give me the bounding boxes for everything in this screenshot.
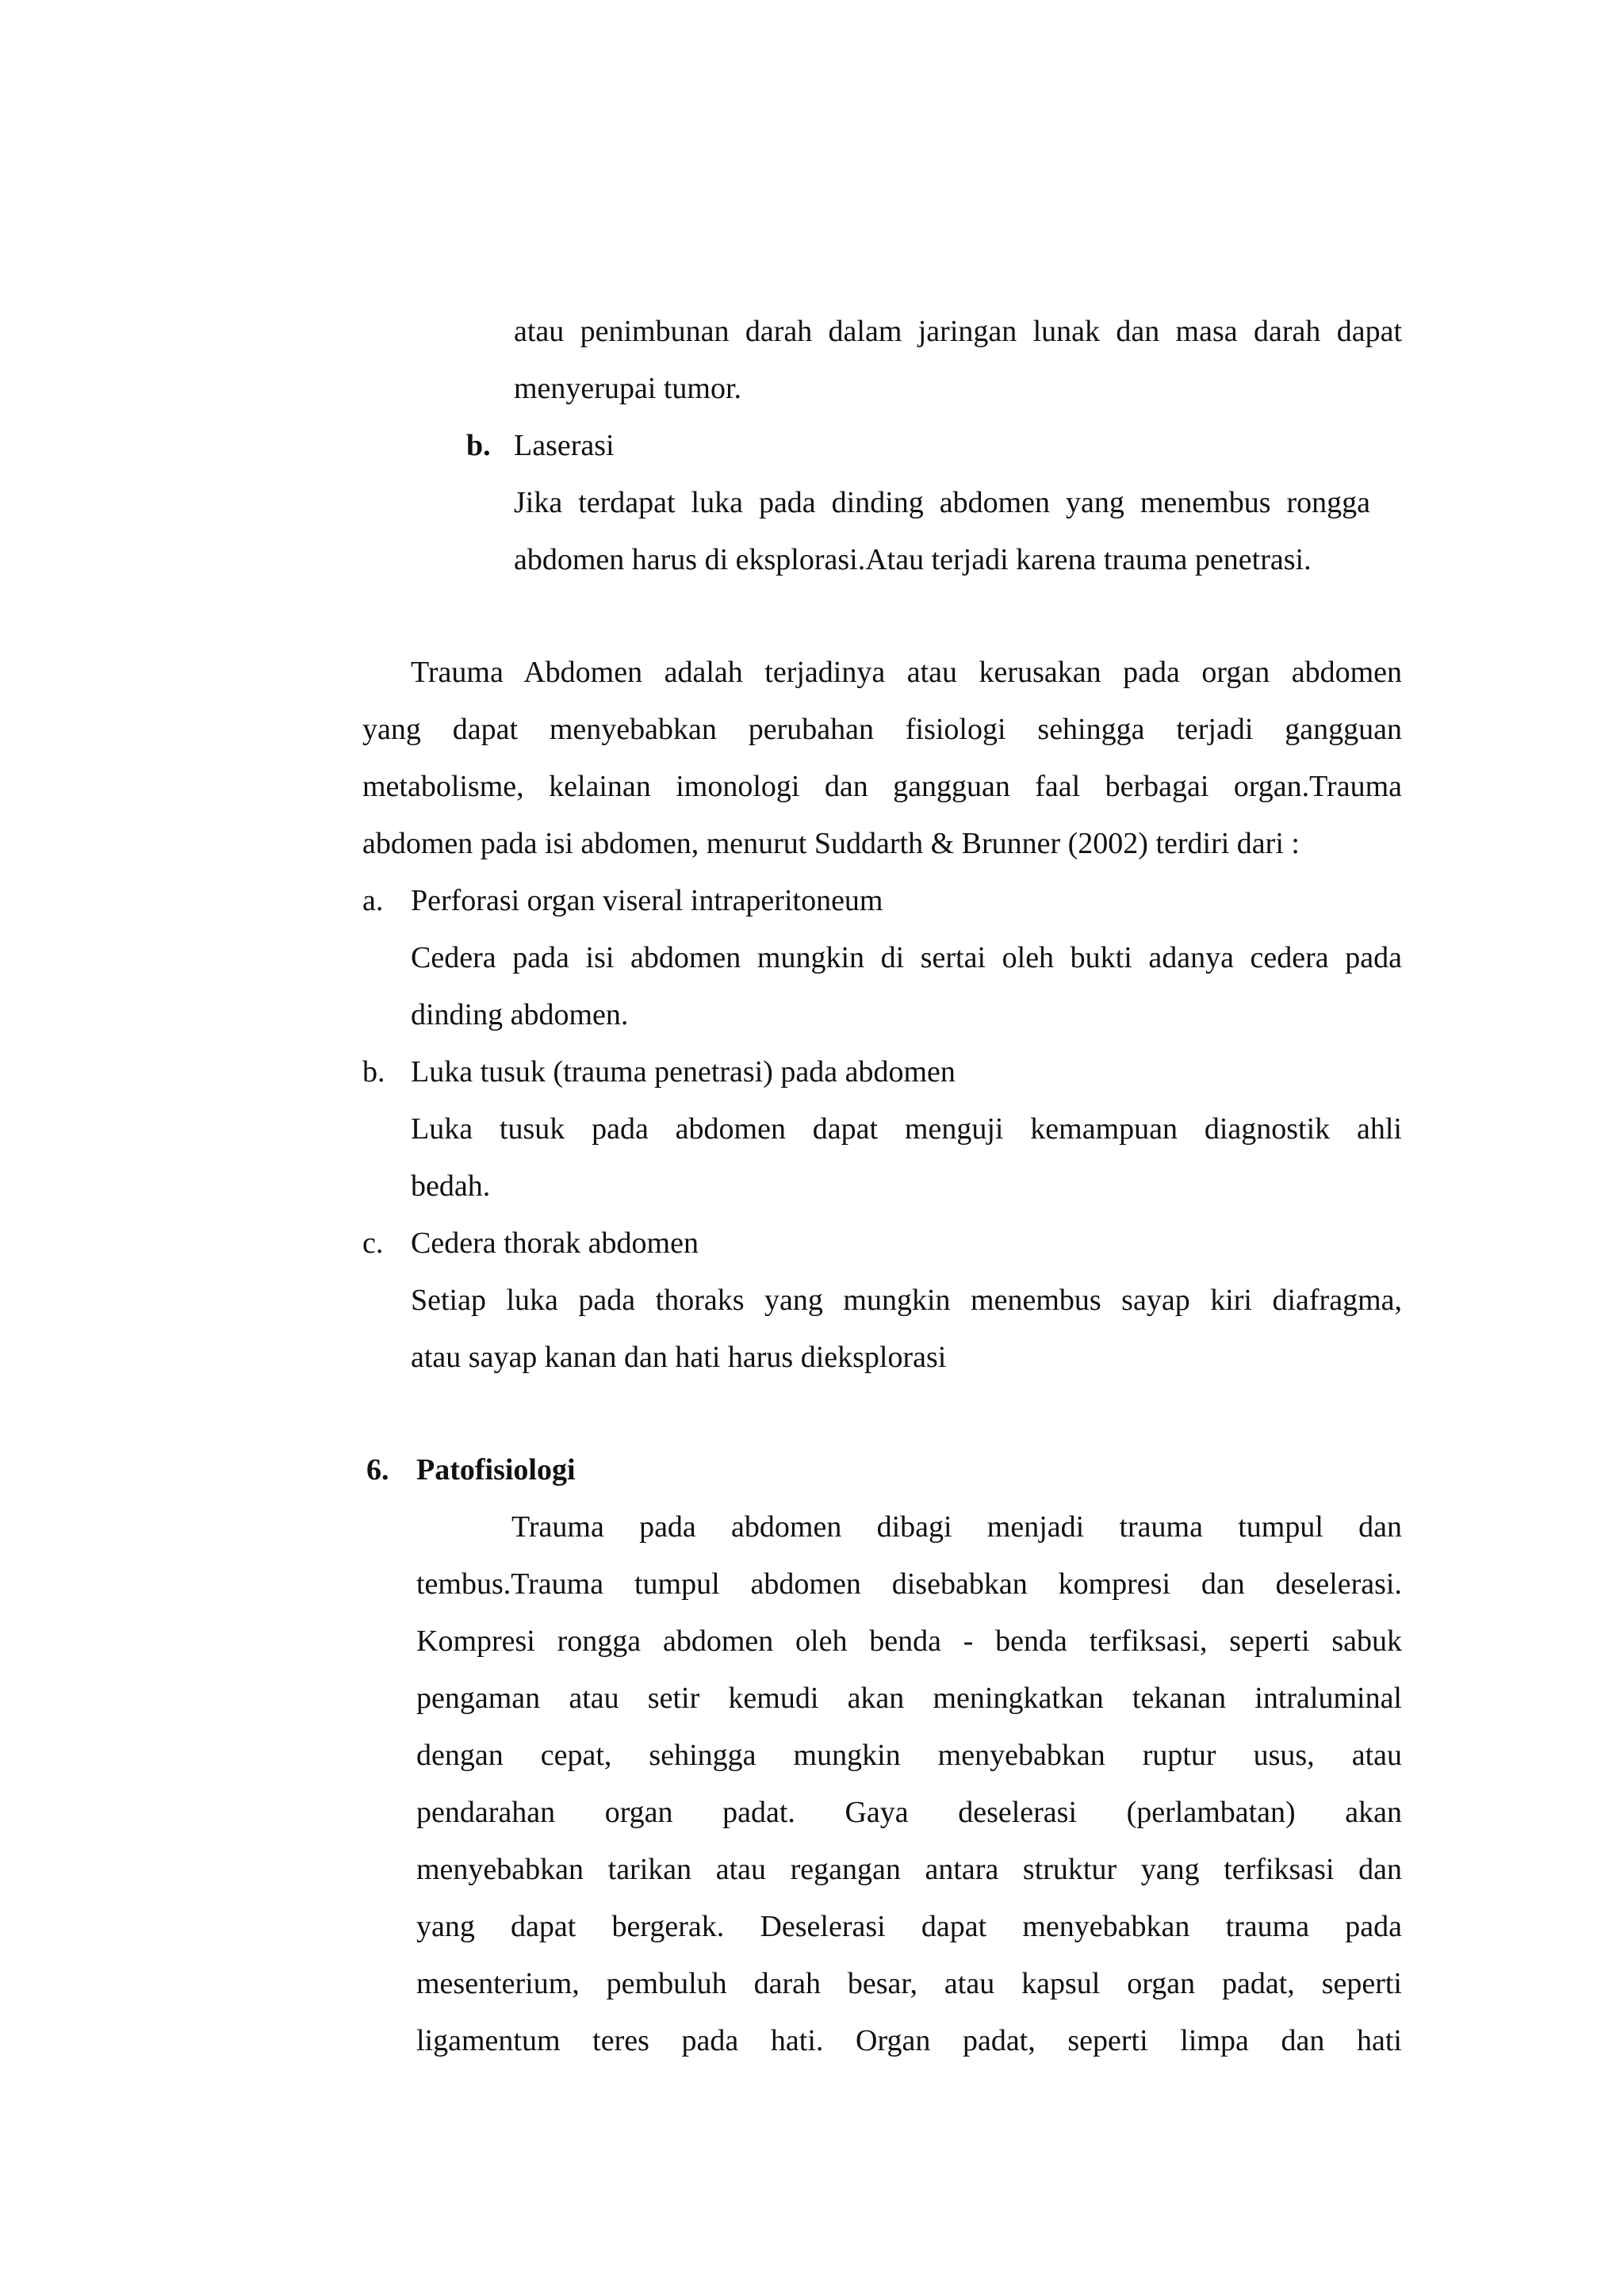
item-c-line-1: Setiap luka pada thoraks yang mungkin menembus sayap kiri diafragma, [411, 1284, 1402, 1317]
item-a-line-2: dinding abdomen. [411, 998, 629, 1031]
item-a-title: Perforasi organ viseral intraperitoneum [411, 884, 883, 917]
section-6-line-6: pendarahan organ padat. Gaya deselerasi (perlambatan) akan [416, 1796, 1402, 1829]
laserasi-marker: b. [466, 429, 491, 462]
laserasi-title: Laserasi [514, 429, 615, 462]
section-6-line-5: dengan cepat, sehingga mungkin menyebabkan ruptur usus, atau [416, 1739, 1402, 1772]
continuation-line-2: menyerupai tumor. [514, 372, 742, 405]
laserasi-line-2: abdomen harus di eksplorasi.Atau terjadi karena trauma penetrasi. [514, 543, 1312, 576]
section-6-line-8: yang dapat bergerak. Deselerasi dapat menyebabkan trauma pada [416, 1910, 1402, 1943]
intro-line-3: metabolisme, kelainan imonologi dan gangguan faal berbagai organ.Trauma [362, 770, 1402, 803]
section-6-line-9: mesenterium, pembuluh darah besar, atau kapsul organ padat, seperti [416, 1967, 1402, 2000]
section-6-heading: Patofisiologi [416, 1453, 576, 1487]
section-6-number: 6. [366, 1453, 389, 1487]
item-a-marker: a. [362, 884, 384, 917]
item-c-title: Cedera thorak abdomen [411, 1226, 699, 1260]
item-b-marker: b. [362, 1055, 385, 1089]
item-a-line-1: Cedera pada isi abdomen mungkin di sertai oleh bukti adanya cedera pada [411, 941, 1402, 974]
section-6-line-2: tembus.Trauma tumpul abdomen disebabkan kompresi dan deselerasi. [416, 1567, 1402, 1601]
section-6-line-7: menyebabkan tarikan atau regangan antara struktur yang terfiksasi dan [416, 1853, 1402, 1886]
intro-line-4: abdomen pada isi abdomen, menurut Suddarth & Brunner (2002) terdiri dari : [362, 827, 1300, 860]
item-b-line-2: bedah. [411, 1169, 491, 1203]
section-6-line-4: pengaman atau setir kemudi akan meningkatkan tekanan intraluminal [416, 1682, 1402, 1715]
intro-line-1: Trauma Abdomen adalah terjadinya atau kerusakan pada organ abdomen [411, 656, 1402, 689]
intro-line-2: yang dapat menyebabkan perubahan fisiologi sehingga terjadi gangguan [362, 713, 1402, 746]
section-6-line-10: ligamentum teres pada hati. Organ padat, seperti limpa dan hati [416, 2024, 1402, 2057]
section-6-line-1: Trauma pada abdomen dibagi menjadi trauma tumpul dan [511, 1510, 1402, 1544]
item-c-marker: c. [362, 1226, 384, 1260]
laserasi-line-1: Jika terdapat luka pada dinding abdomen yang menembus rongga [514, 486, 1370, 519]
continuation-line-1: atau penimbunan darah dalam jaringan lunak dan masa darah dapat [514, 315, 1402, 348]
item-b-title: Luka tusuk (trauma penetrasi) pada abdomen [411, 1055, 956, 1089]
item-c-line-2: atau sayap kanan dan hati harus dieksplorasi [411, 1341, 947, 1374]
item-b-line-1: Luka tusuk pada abdomen dapat menguji kemampuan diagnostik ahli [411, 1112, 1402, 1146]
section-6-line-3: Kompresi rongga abdomen oleh benda - benda terfiksasi, seperti sabuk [416, 1624, 1402, 1658]
